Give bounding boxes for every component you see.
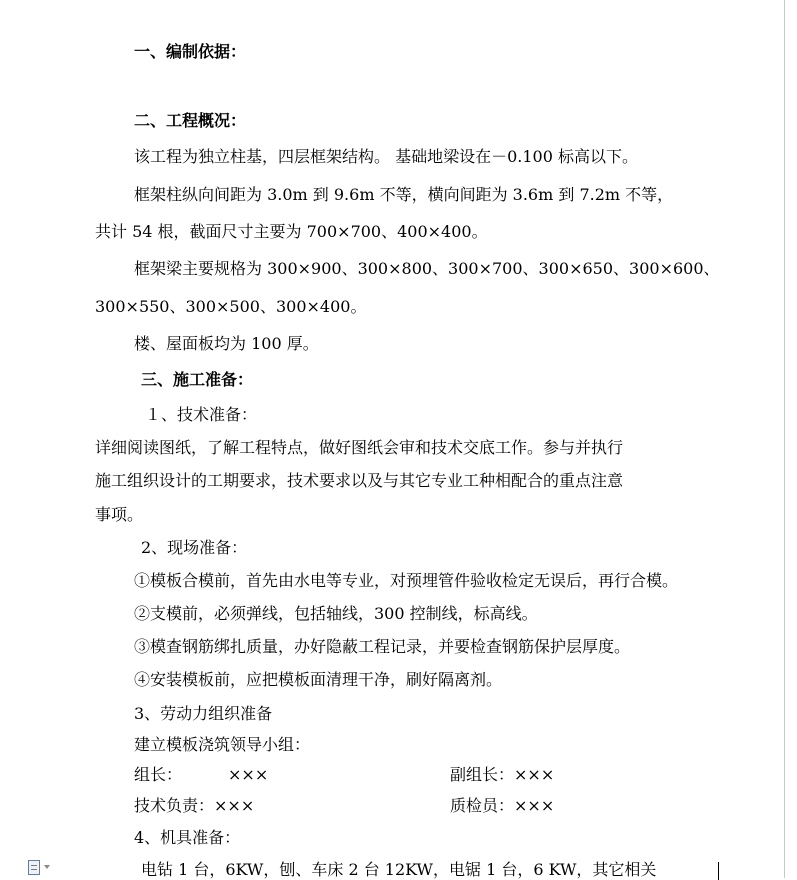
list-item-3: ③模查钢筋绑扎质量，办好隐蔽工程记录，并要检查钢筋保护层厚度。 xyxy=(134,637,631,656)
paragraph-columns-line2: 共计 54 根，截面尺寸主要为 700×700、400×400。 xyxy=(95,222,488,241)
paragraph-slabs: 楼、屋面板均为 100 厚。 xyxy=(134,334,319,353)
tech-lead: 技术负责：××× xyxy=(134,796,255,815)
paragraph-team: 建立模板浇筑领导小组： xyxy=(134,735,311,754)
paragraph-technical-line1: 详细阅读图纸，了解工程特点，做好图纸会审和技术交底工作。参与并执行 xyxy=(95,438,624,457)
dropdown-arrow-icon xyxy=(44,865,50,869)
text-cursor xyxy=(718,862,719,880)
subheading-technical: １、技术准备： xyxy=(145,405,258,424)
paragraph-beams-line1: 框架梁主要规格为 300×900、300×800、300×700、300×650、300×600、 xyxy=(134,259,720,278)
document-sheet-icon xyxy=(28,860,40,875)
paragraph-overview: 该工程为独立柱基，四层框架结构。 基础地梁设在－0.100 标高以下。 xyxy=(134,147,638,166)
section-heading-overview: 二、工程概况： xyxy=(134,111,247,130)
paragraph-technical-line2: 施工组织设计的工期要求，技术要求以及与其它专业工种相配合的重点注意 xyxy=(95,471,624,490)
paragraph-columns-line1: 框架柱纵向间距为 3.0m 到 9.6m 不等，横向间距为 3.6m 到 7.2m 不等， xyxy=(134,185,674,204)
page-border xyxy=(784,0,785,878)
paragraph-beams-line2: 300×550、300×500、300×400。 xyxy=(95,297,367,316)
subheading-site: 2、现场准备： xyxy=(141,538,248,557)
subheading-labor: 3、劳动力组织准备 xyxy=(134,704,273,723)
subheading-equipment: 4、机具准备： xyxy=(134,828,241,847)
list-item-1: ①模板合模前，首先由水电等专业，对预埋管件验收检定无误后，再行合模。 xyxy=(134,571,679,590)
list-item-2: ②支模前，必须弹线，包括轴线，300 控制线，标高线。 xyxy=(134,604,538,623)
paragraph-equipment: 电钻 1 台，6KW，刨、车床 2 台 12KW，电锯 1 台，6 KW，其它相关 xyxy=(141,860,657,879)
team-leader-label: 组长： xyxy=(134,765,183,784)
section-heading-preparation: 三、施工准备： xyxy=(141,370,254,389)
list-item-4: ④安装模板前，应把模板面清理干净，刷好隔离剂。 xyxy=(134,670,503,689)
paragraph-technical-line3: 事项。 xyxy=(95,505,144,524)
document-icon[interactable] xyxy=(28,858,54,876)
vice-leader: 副组长：××× xyxy=(450,765,555,784)
team-leader-value: ××× xyxy=(228,765,269,784)
qc-inspector: 质检员：××× xyxy=(450,796,555,815)
section-heading-basis: 一、编制依据： xyxy=(134,42,247,61)
